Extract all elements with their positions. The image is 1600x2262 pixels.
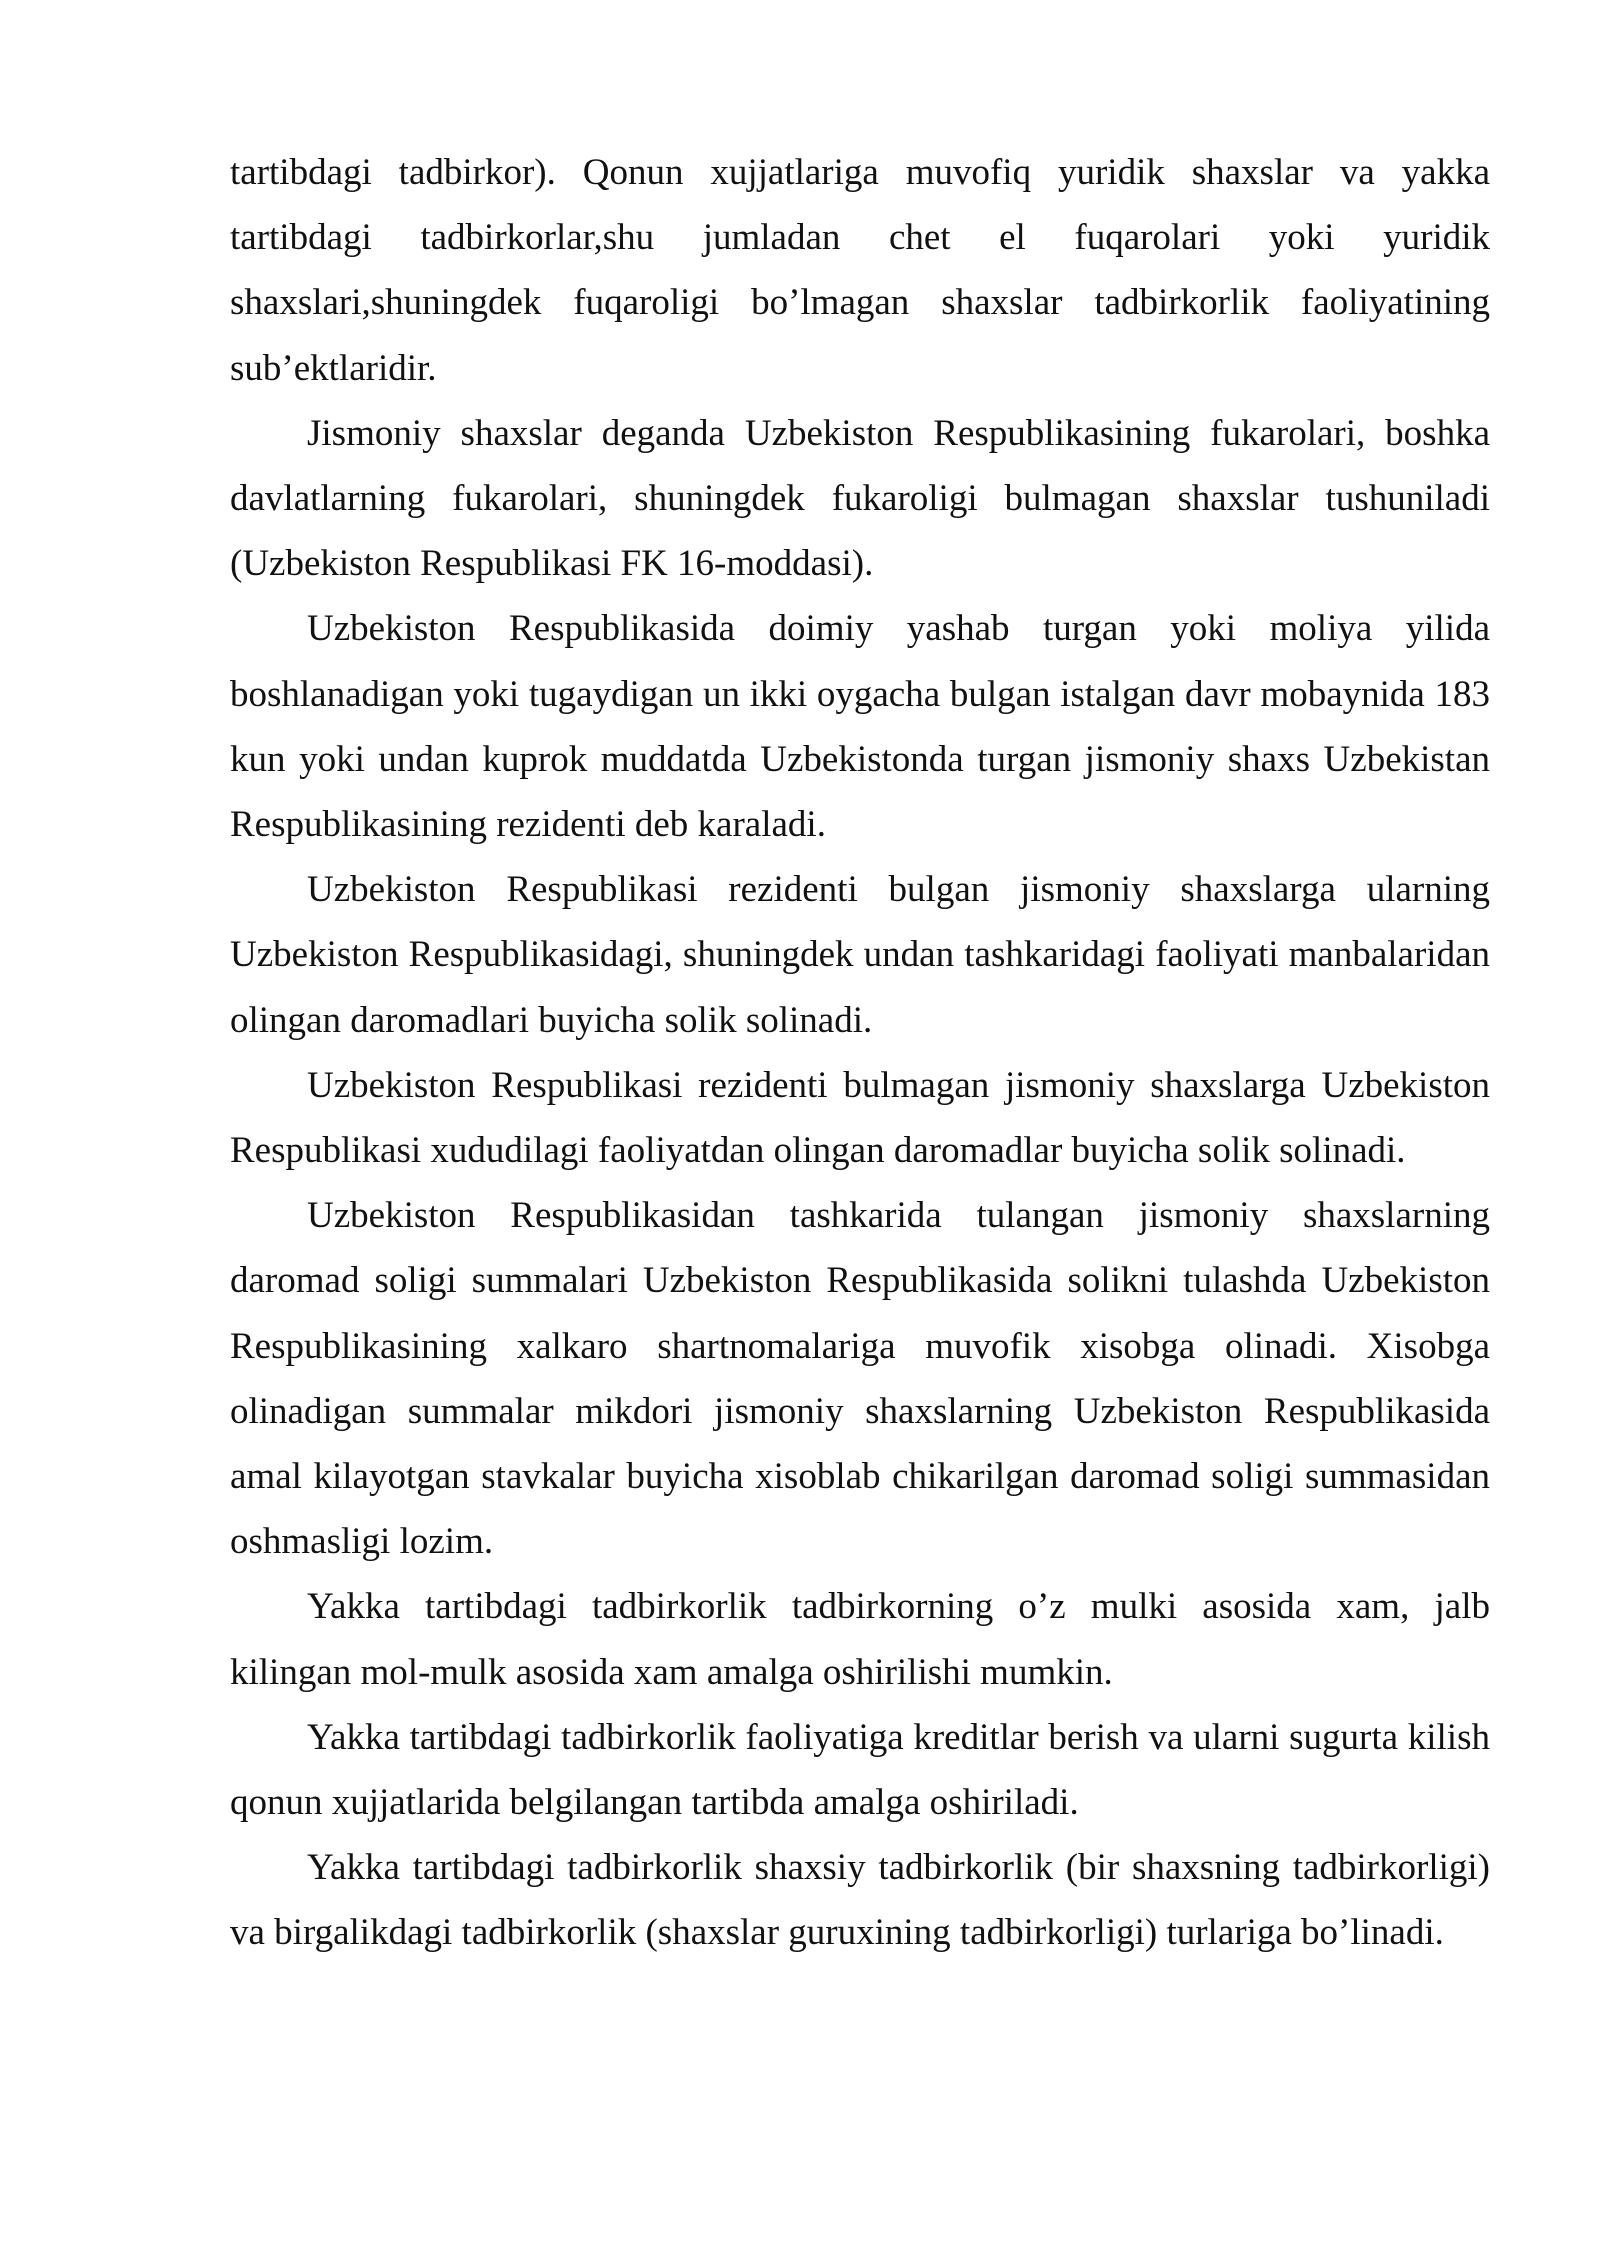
- paragraph-subjects-of-entrepreneurship: tartibdagi tadbirkor). Qonun xujjatlariga muvofiq yuridik shaxslar va yakka tartibdagi tadbirkorlar,shu jumladan chet el fuqarolari yoki yuridik shaxslari,shuningdek fuqaroligi bo’lmagan shaxslar tadbirkorlik faoliyatining sub’ektlaridir.: [230, 152, 1490, 389]
- document-page: [230, 140, 1490, 1966]
- paragraph-property-basis: Yakka tartibdagi tadbirkorlik tadbirkorning o’z mulki asosida xam, jalb kilingan mol-mulk asosida xam amalga oshirilishi mumkin.: [230, 1586, 1490, 1693]
- paragraph-foreign-tax-credit: Uzbekiston Respublikasidan tashkarida tulangan jismoniy shaxslarning daromad soligi summalari Uzbekiston Respublikasida solikni tulashda Uzbekiston Respublikasining xalkaro shartnomalariga muvofik xisobga olinadi. Xisobga olinadigan summalar mikdori jismoniy shaxslarning Uzbekiston Respublikasida amal kilayotgan stavkalar buyicha xisoblab chikarilgan daromad soligi summasidan oshmasligi lozim.: [230, 1195, 1490, 1563]
- paragraph-nonresident-taxation: Uzbekiston Respublikasi rezidenti bulmagan jismoniy shaxslarga Uzbekiston Respublikasi xududilagi faoliyatdan olingan daromadlar buyicha solik solinadi.: [230, 1064, 1490, 1172]
- paragraph-resident-taxation: Uzbekiston Respublikasi rezidenti bulgan jismoniy shaxslarga ularning Uzbekiston Respublikasidagi, shuningdek undan tashkaridagi faoliyati manbalaridan olingan daromadlari buyicha solik solinadi.: [230, 869, 1490, 1041]
- paragraph-residency-rule: Uzbekiston Respublikasida doimiy yashab turgan yoki moliya yilida boshlanadigan yoki tugaydigan un ikki oygacha bulgan istalgan davr mobaynida 183 kun yoki undan kuprok muddatda Uzbekistonda turgan jismoniy shaxs Uzbekistan Respublikasining rezidenti deb karaladi.: [230, 608, 1490, 846]
- paragraph-types-of-entrepreneurship: Yakka tartibdagi tadbirkorlik shaxsiy tadbirkorlik (bir shaxsning tadbirkorligi) va birgalikdagi tadbirkorlik (shaxslar guruxining tadbirkorligi) turlariga bo’linadi.: [230, 1847, 1490, 1954]
- paragraph-credit-insurance: Yakka tartibdagi tadbirkorlik faoliyatiga kreditlar berish va ularni sugurta kilish qonun xujjatlarida belgilangan tartibda amalga oshiriladi.: [230, 1716, 1490, 1824]
- paragraph-individuals-definition: Jismoniy shaxslar deganda Uzbekiston Respublikasining fukarolari, boshka davlatlarning fukarolari, shuningdek fukaroligi bulmagan shaxslar tushuniladi (Uzbekiston Respublikasi FK 16-moddasi).: [230, 412, 1490, 585]
